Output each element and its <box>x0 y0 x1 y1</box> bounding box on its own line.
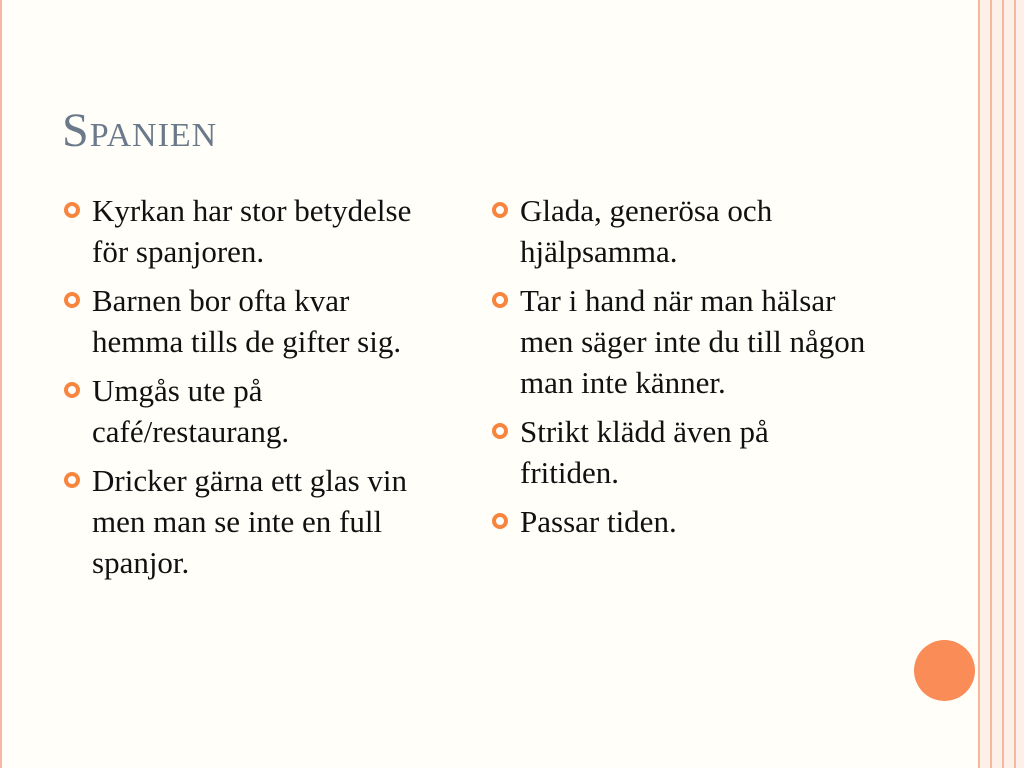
bullet-item <box>490 280 870 403</box>
bullet-text: Umgås ute på café/restaurang. <box>92 373 290 449</box>
bullet-text: Kyrkan har stor betydelse för spanjoren. <box>92 193 412 269</box>
bullet-ring-icon <box>64 202 80 218</box>
right-border-line-2 <box>990 0 992 768</box>
bullet-text: Strikt klädd även på fritiden. <box>520 414 769 490</box>
bullet-text: Passar tiden. <box>520 504 677 539</box>
bullet-ring-icon <box>64 292 80 308</box>
bullet-item <box>62 190 427 272</box>
bullet-ring-icon <box>492 513 508 529</box>
right-border-line-1 <box>978 0 980 768</box>
bullet-text: Glada, generösa och hjälpsamma. <box>520 193 773 269</box>
slide-title: Spanien <box>62 104 218 157</box>
bullet-text: Tar i hand när man hälsar men säger inte du till någon man inte känner. <box>520 283 866 400</box>
bullet-ring-icon <box>492 292 508 308</box>
bullet-ring-icon <box>492 202 508 218</box>
bullet-ring-icon <box>64 472 80 488</box>
bullet-item <box>490 190 870 272</box>
right-bullet-list <box>490 190 870 550</box>
decorative-circle <box>914 640 975 701</box>
left-bullet-list <box>62 190 427 591</box>
bullet-item <box>62 370 427 452</box>
right-border-line-3 <box>1002 0 1004 768</box>
bullet-item <box>490 501 870 542</box>
right-border-line-4 <box>1014 0 1016 768</box>
bullet-ring-icon <box>492 423 508 439</box>
bullet-text: Barnen bor ofta kvar hemma tills de gifter sig. <box>92 283 402 359</box>
left-border-line <box>0 0 2 768</box>
bullet-text: Dricker gärna ett glas vin men man se inte en full spanjor. <box>92 463 408 580</box>
bullet-item <box>62 280 427 362</box>
bullet-ring-icon <box>64 382 80 398</box>
right-border-band <box>978 0 1024 768</box>
bullet-item <box>490 411 870 493</box>
bullet-item <box>62 460 427 583</box>
